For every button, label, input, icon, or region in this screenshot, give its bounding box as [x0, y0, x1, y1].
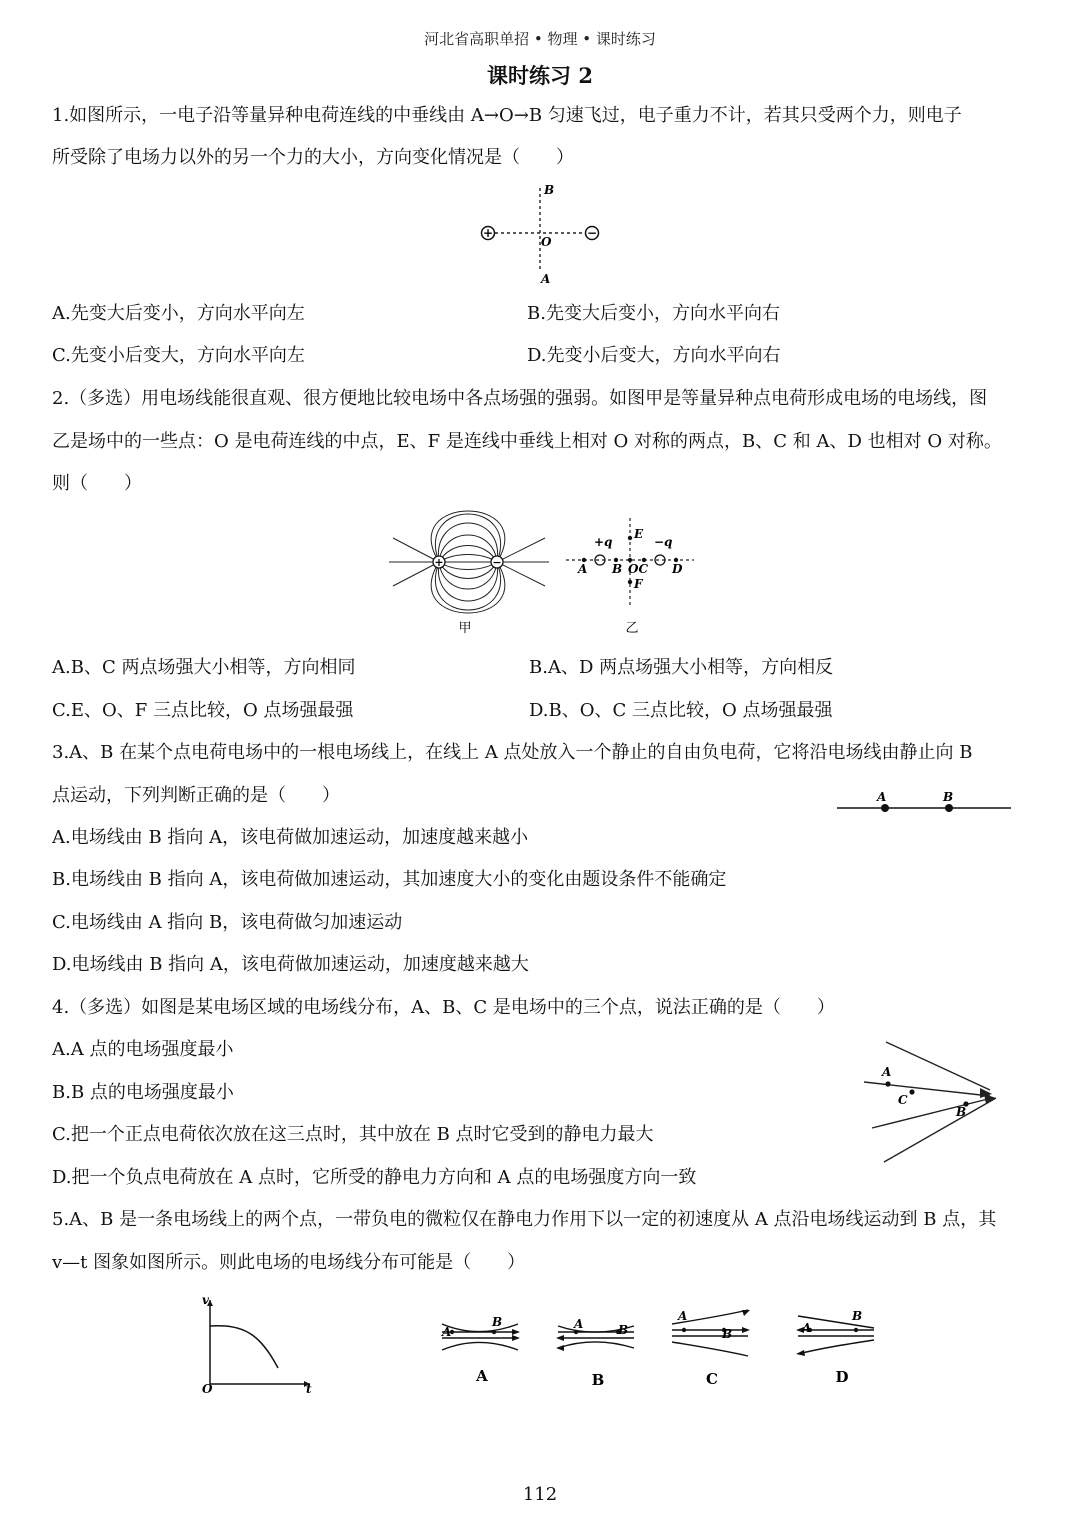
q1-figure — [470, 180, 610, 288]
q3-option-c: C.电场线由 A 指向 B，该电荷做匀加速运动 — [52, 912, 403, 933]
svg-text:B: B — [722, 1327, 733, 1341]
svg-text:A: A — [802, 1321, 812, 1335]
svg-text:F: F — [634, 577, 643, 591]
svg-text:A: A — [678, 1309, 688, 1323]
q5-stem-line2: v—t 图象如图所示。则此电场的电场线分布可能是（ ） — [52, 1252, 526, 1273]
q4-option-a: A.A 点的电场强度最小 — [52, 1039, 234, 1060]
q3-option-a: A.电场线由 B 指向 A，该电荷做加速运动，加速度越来越小 — [52, 827, 529, 848]
svg-text:C: C — [898, 1093, 908, 1107]
q2-field-lines-figure — [385, 508, 555, 638]
q4-option-d: D.把一个负点电荷放在 A 点时，它所受的静电力方向和 A 点的电场强度方向一致 — [52, 1167, 697, 1188]
q2-option-a: A.B、C 两点场强大小相等，方向相同 — [52, 657, 356, 678]
page-title: 课时练习 2 — [487, 63, 593, 88]
q3-stem-line2: 点运动，下列判断正确的是（ ） — [52, 785, 340, 806]
q5-choice-a-figure — [436, 1308, 526, 1388]
q1-option-c: C.先变小后变大，方向水平向左 — [52, 345, 305, 366]
svg-text:B: B — [618, 1323, 629, 1337]
point-a-label: A — [541, 272, 551, 286]
q5-choice-c-figure — [666, 1302, 756, 1386]
q5-choice-b-figure — [552, 1308, 642, 1388]
svg-text:+: + — [434, 556, 444, 569]
svg-text:A: A — [574, 1317, 584, 1331]
svg-text:B: B — [852, 1309, 863, 1323]
q4-option-c: C.把一个正点电荷依次放在这三点时，其中放在 B 点时它受到的静电力最大 — [52, 1124, 654, 1145]
q1-option-d: D.先变小后变大，方向水平向右 — [527, 345, 781, 366]
q3-figure — [835, 782, 1015, 822]
q2-option-d: D.B、O、C 三点比较，O 点场强最强 — [529, 700, 833, 721]
q5-choice-d-figure — [792, 1302, 882, 1386]
svg-text:v: v — [202, 1293, 209, 1307]
page-header: 河北省高职单招 • 物理 • 课时练习 — [424, 30, 656, 48]
q1-stem-line2: 所受除了电场力以外的另一个力的大小，方向变化情况是（ ） — [52, 147, 574, 168]
q5-vt-graph — [198, 1292, 318, 1396]
q1-option-a: A.先变大后变小，方向水平向左 — [52, 303, 305, 324]
q2-points-figure — [560, 512, 700, 638]
q3-stem-line1: 3.A、B 在某个点电荷电场中的一根电场线上，在线上 A 点处放入一个静止的自由负电荷，它将沿电场线由静止向 B — [52, 742, 973, 763]
q3-option-d: D.电场线由 B 指向 A，该电荷做加速运动，加速度越来越大 — [52, 954, 529, 975]
q2-option-b: B.A、D 两点场强大小相等，方向相反 — [529, 657, 834, 678]
svg-text:B: B — [956, 1105, 967, 1119]
svg-text:A: A — [882, 1065, 892, 1079]
svg-text:A: A — [442, 1325, 452, 1339]
svg-text:OC: OC — [628, 562, 649, 576]
page-number: 112 — [522, 1484, 558, 1505]
q1-stem-line1: 1.如图所示，一电子沿等量异种电荷连线的中垂线由 A→O→B 匀速飞过，电子重力不计，若其只受两个力，则电子 — [52, 105, 962, 126]
q3-option-b: B.电场线由 B 指向 A，该电荷做加速运动，其加速度大小的变化由题设条件不能确定 — [52, 869, 727, 890]
svg-text:−: − — [492, 556, 502, 569]
plus-charge-label: + — [482, 226, 494, 240]
svg-text:+q: +q — [594, 535, 613, 549]
svg-text:t: t — [306, 1382, 312, 1396]
q4-option-b: B.B 点的电场强度最小 — [52, 1082, 234, 1103]
choice-c-label: C — [706, 1370, 718, 1386]
q4-figure — [860, 1034, 1010, 1168]
q2-stem-line2: 乙是场中的一些点：O 是电荷连线的中点，E、F 是连线中垂线上相对 O 对称的两点，B、C 和 A、D 也相对 O 对称。 — [52, 431, 1002, 452]
svg-text:E: E — [634, 527, 644, 541]
q5-stem-line1: 5.A、B 是一条电场线上的两个点，一带负电的微粒仅在静电力作用下以一定的初速度从 A 点沿电场线运动到 B 点，其 — [52, 1209, 997, 1230]
fig-label-yi: 乙 — [625, 621, 639, 636]
svg-text:B: B — [612, 562, 623, 576]
svg-text:B: B — [943, 790, 954, 804]
q4-stem: 4.（多选）如图是某电场区域的电场线分布，A、B、C 是电场中的三个点，说法正确的是（ ） — [52, 997, 835, 1018]
q2-stem-line1: 2.（多选）用电场线能很直观、很方便地比较电场中各点场强的强弱。如图甲是等量异种点电荷形成电场的电场线，图 — [52, 388, 988, 409]
svg-text:A: A — [578, 562, 588, 576]
choice-b-label: B — [591, 1371, 605, 1388]
svg-text:B: B — [492, 1315, 503, 1329]
point-b-label: B — [544, 183, 555, 197]
q1-option-b: B.先变大后变小，方向水平向右 — [527, 303, 780, 324]
svg-text:−q: −q — [654, 535, 673, 549]
choice-a-label: A — [476, 1367, 488, 1385]
q2-option-c: C.E、O、F 三点比较，O 点场强最强 — [52, 700, 354, 721]
q2-stem-line3: 则（ ） — [52, 473, 142, 494]
fig-label-jia: 甲 — [458, 621, 472, 636]
minus-charge-label: − — [586, 226, 598, 240]
svg-text:A: A — [877, 790, 887, 804]
svg-text:D: D — [672, 562, 683, 576]
choice-d-label: D — [835, 1368, 849, 1386]
point-o-label: O — [541, 235, 552, 249]
svg-text:O: O — [202, 1382, 213, 1396]
